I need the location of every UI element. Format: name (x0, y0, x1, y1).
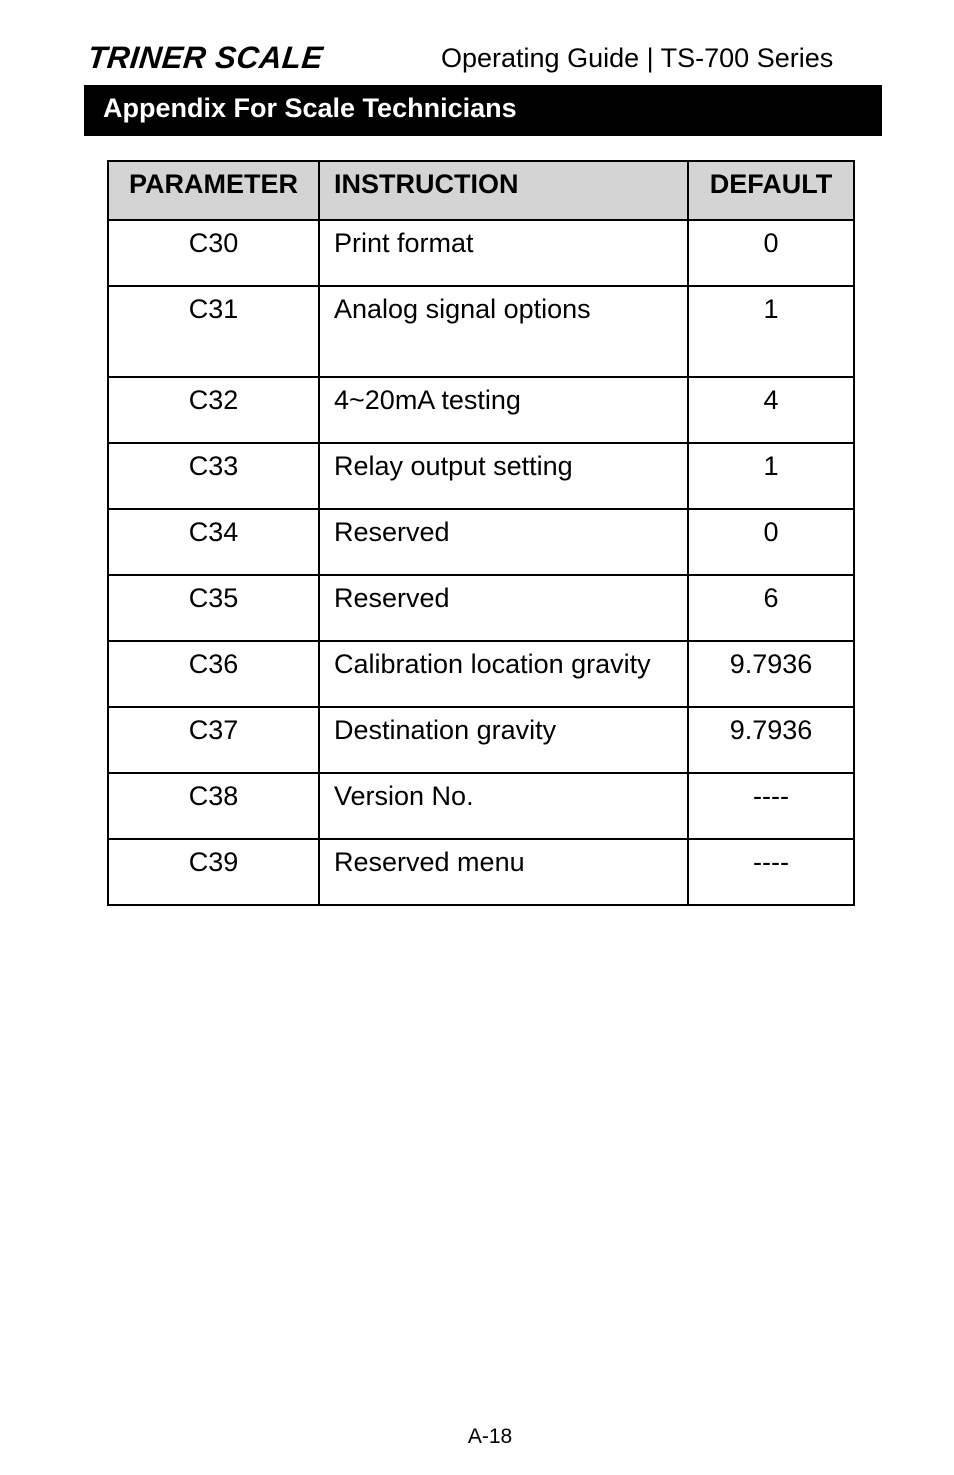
cell-default: 0 (688, 220, 854, 286)
cell-default: 0 (688, 509, 854, 575)
cell-instruction: Calibration location gravity (319, 641, 688, 707)
cell-default: 9.7936 (688, 641, 854, 707)
cell-instruction: 4~20mA testing (319, 377, 688, 443)
cell-default: ---- (688, 773, 854, 839)
cell-parameter: C38 (108, 773, 319, 839)
table-row (108, 773, 854, 839)
table-row (108, 509, 854, 575)
cell-default: 6 (688, 575, 854, 641)
cell-parameter: C34 (108, 509, 319, 575)
cell-instruction: Relay output setting (319, 443, 688, 509)
brand-logo: TRINER SCALE (86, 40, 325, 75)
column-header-default: DEFAULT (688, 161, 854, 220)
table-row (108, 641, 854, 707)
cell-parameter: C35 (108, 575, 319, 641)
cell-instruction: Reserved (319, 575, 688, 641)
cell-parameter: C39 (108, 839, 319, 905)
cell-parameter: C31 (108, 286, 319, 377)
section-header-bar (84, 85, 882, 136)
cell-default: 1 (688, 286, 854, 377)
cell-parameter: C30 (108, 220, 319, 286)
cell-default: 1 (688, 443, 854, 509)
cell-parameter: C33 (108, 443, 319, 509)
cell-instruction: Reserved (319, 509, 688, 575)
cell-instruction: Analog signal options (319, 286, 688, 377)
table-row (108, 707, 854, 773)
cell-parameter: C32 (108, 377, 319, 443)
table-row (108, 839, 854, 905)
section-title: Appendix For Scale Technicians (103, 93, 517, 123)
cell-default: ---- (688, 839, 854, 905)
table-header-row (108, 161, 854, 220)
table-row (108, 575, 854, 641)
table-row (108, 443, 854, 509)
cell-parameter: C36 (108, 641, 319, 707)
column-header-parameter: PARAMETER (108, 161, 319, 220)
cell-default: 9.7936 (688, 707, 854, 773)
cell-instruction: Destination gravity (319, 707, 688, 773)
cell-default: 4 (688, 377, 854, 443)
parameter-table (107, 160, 855, 906)
cell-instruction: Reserved menu (319, 839, 688, 905)
cell-instruction: Version No. (319, 773, 688, 839)
table-row (108, 286, 854, 377)
cell-instruction: Print format (319, 220, 688, 286)
page-number: A-18 (467, 1425, 513, 1448)
table-row (108, 377, 854, 443)
guide-title: Operating Guide | TS-700 Series (441, 43, 834, 73)
table-row (108, 220, 854, 286)
column-header-instruction: INSTRUCTION (319, 161, 688, 220)
cell-parameter: C37 (108, 707, 319, 773)
